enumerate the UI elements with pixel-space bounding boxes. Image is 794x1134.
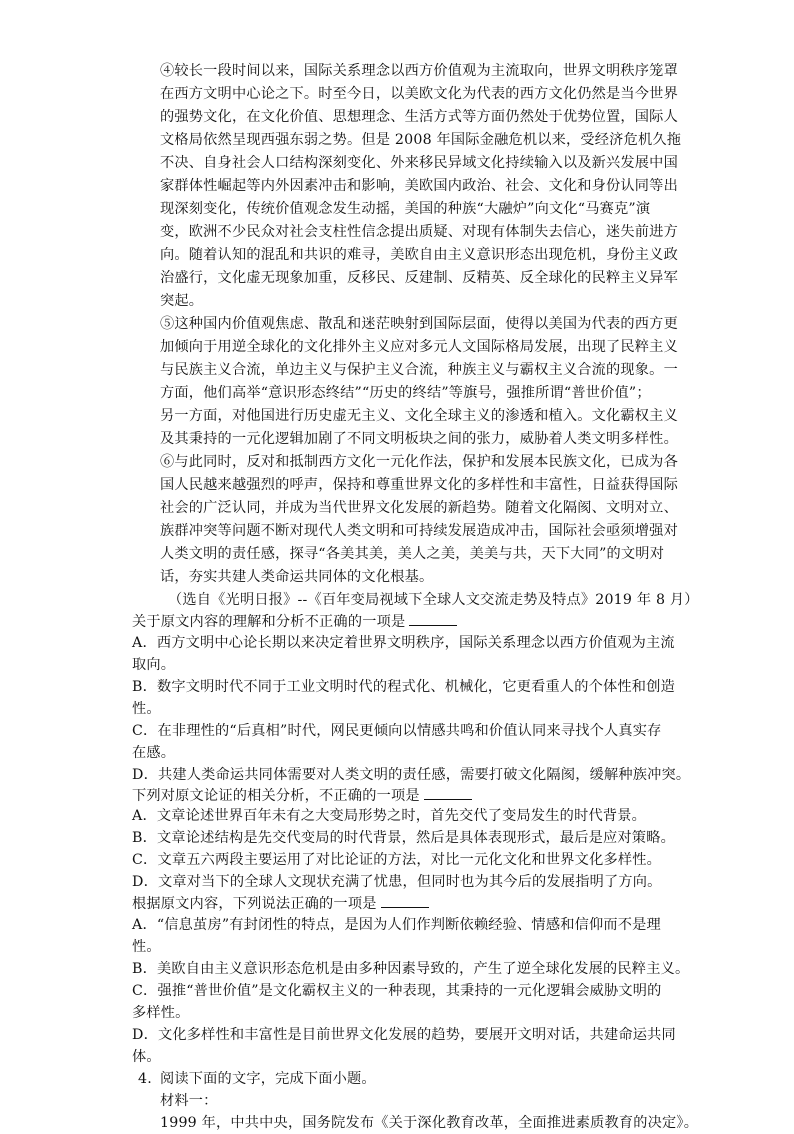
option-line: A．西方文明中心论长期以来决定着世界文明秩序，国际关系理念以西方价值观为主流 bbox=[132, 635, 675, 651]
para6-line: ⑥与此同时，反对和抵制西方文化一元化作法，保护和发展本民族文化，已成为各 bbox=[160, 454, 678, 470]
option-line: D．文章对当下的全球人文现状充满了忧患，但同时也为其今后的发展指明了方向。 bbox=[132, 874, 662, 890]
para6-line: 族群冲突等问题不断对现代人类文明和可持续发展造成冲击，国际社会亟须增强对 bbox=[160, 523, 678, 539]
option-line: 在感。 bbox=[132, 745, 176, 761]
option-line: C．文章五六两段主要运用了对比论证的方法，对比一元化文化和世界文化多样性。 bbox=[132, 852, 662, 868]
para5-line: 与民族主义合流，单边主义与保护主义合流，种族主义与霸权主义合流的现象。一 bbox=[160, 362, 678, 378]
para6-line: 国人民越来越强烈的呼声，保持和尊重世界文化的多样性和丰富性，日益获得国际 bbox=[160, 477, 678, 493]
para4-line: 变，欧洲不少民众对社会支柱性信念提出质疑、对现有体制失去信心，迷失前进方 bbox=[160, 224, 678, 240]
source-citation: （选自《光明日报》--《百年变局视域下全球人文交流走势及特点》2019 年 8 月） bbox=[168, 592, 699, 608]
para4-line: 在西方文明中心论之下。时至今日，以美欧文化为代表的西方文化仍然是当今世界 bbox=[160, 86, 678, 102]
option-line: 多样性。 bbox=[132, 1005, 190, 1021]
para5-line: 方面，他们高举“意识形态终结”“历史的终结”等旗号，强推所谓“普世价值”； bbox=[160, 385, 651, 401]
material-label: 材料一： bbox=[160, 1093, 218, 1109]
question-number: 4. bbox=[138, 1071, 152, 1087]
para6-line: 人类文明的责任感，探寻“各美其美，美人之美，美美与共，天下大同”的文明对 bbox=[160, 546, 665, 562]
option-line: D．共建人类命运共同体需要对人类文明的责任感，需要打破文化隔阂，缓解种族冲突。 bbox=[132, 767, 691, 783]
option-line: 体。 bbox=[132, 1049, 161, 1065]
option-line: 取向。 bbox=[132, 657, 176, 673]
option-line: B．数字文明时代不同于工业文明时代的程式化、机械化，它更看重人的个体性和创造 bbox=[132, 679, 675, 695]
para4-line: 突起。 bbox=[160, 293, 204, 309]
option-line: B．文章论述结构是先交代变局的时代背景，然后是具体表现形式，最后是应对策略。 bbox=[132, 830, 675, 846]
para4-line: ④较长一段时间以来，国际关系理念以西方价值观为主流取向，世界文明秩序笼罩 bbox=[160, 63, 678, 79]
material-text: 1999 年，中共中央，国务院发布《关于深化教育改革，全面推进素质教育的决定》。 bbox=[160, 1115, 699, 1131]
option-line: C．在非理性的“后真相”时代，网民更倾向以情感共鸣和价值认同来寻找个人真实存 bbox=[132, 723, 662, 739]
option-line: A．“信息茧房”有封闭性的特点，是因为人们作判断依赖经验、情感和信仰而不是理 bbox=[132, 917, 661, 933]
para4-line: 现深刻变化，传统价值观念发生动摇，美国的种族“大融炉”向文化“马赛克”演 bbox=[160, 201, 651, 217]
para5-line: 及其秉持的一元化逻辑加剧了不同文明板块之间的张力，威胁着人类文明多样性。 bbox=[160, 431, 678, 447]
para4-line: 向。随着认知的混乱和共识的难寻，美欧自由主义意识形态出现危机，身份主义政 bbox=[160, 247, 678, 263]
para4-line: 不决、自身社会人口结构深刻变化、外来移民异域文化持续输入以及新兴发展中国 bbox=[160, 155, 678, 171]
question-stem: 根据原文内容，下列说法正确的一项是 bbox=[132, 893, 429, 915]
answer-blank bbox=[424, 785, 472, 800]
para4-line: 家群体性崛起等内外因素冲击和影响，美欧国内政治、社会、文化和身份认同等出 bbox=[160, 178, 678, 194]
option-line: D．文化多样性和丰富性是目前世界文化发展的趋势，要展开文明对话，共建命运共同 bbox=[132, 1027, 676, 1043]
para5-line: 另一方面，对他国进行历史虚无主义、文化全球主义的渗透和植入。文化霸权主义 bbox=[160, 408, 678, 424]
para4-line: 治盛行，文化虚无现象加重，反移民、反建制、反精英、反全球化的民粹主义异军 bbox=[160, 270, 678, 286]
para6-line: 话，夯实共建人类命运共同体的文化根基。 bbox=[160, 569, 434, 585]
question-stem: 下列对原文论证的相关分析，不正确的一项是 bbox=[132, 785, 472, 807]
para5-line: ⑤这种国内价值观焦虑、散乱和迷茫映射到国际层面，使得以美国为代表的西方更 bbox=[160, 316, 678, 332]
option-line: A．文章论述世界百年未有之大变局形势之时，首先交代了变局发生的时代背景。 bbox=[132, 808, 647, 824]
answer-blank bbox=[381, 893, 429, 908]
para6-line: 社会的广泛认同，并成为当代世界文化发展的新趋势。随着文化隔阂、文明对立、 bbox=[160, 500, 678, 516]
question-stem: 关于原文内容的理解和分析不正确的一项是 bbox=[132, 611, 457, 633]
option-line: 性。 bbox=[132, 701, 161, 717]
option-line: 性。 bbox=[132, 939, 161, 955]
para4-line: 的强势文化，在文化价值、思想理念、生活方式等方面仍然处于优势位置，国际人 bbox=[160, 109, 678, 125]
option-line: B．美欧自由主义意识形态危机是由多种因素导致的，产生了逆全球化发展的民粹主义。 bbox=[132, 961, 690, 977]
para4-line: 文格局依然呈现西强东弱之势。但是 2008 年国际金融危机以来，受经济危机久拖 bbox=[160, 132, 682, 148]
option-line: C．强推“普世价值”是文化霸权主义的一种表现，其秉持的一元化逻辑会威胁文明的 bbox=[132, 983, 662, 999]
question-stem: 阅读下面的文字，完成下面小题。 bbox=[160, 1071, 376, 1087]
para5-line: 加倾向于用逆全球化的文化排外主义应对多元人文国际格局发展，出现了民粹主义 bbox=[160, 339, 678, 355]
answer-blank bbox=[409, 611, 457, 626]
